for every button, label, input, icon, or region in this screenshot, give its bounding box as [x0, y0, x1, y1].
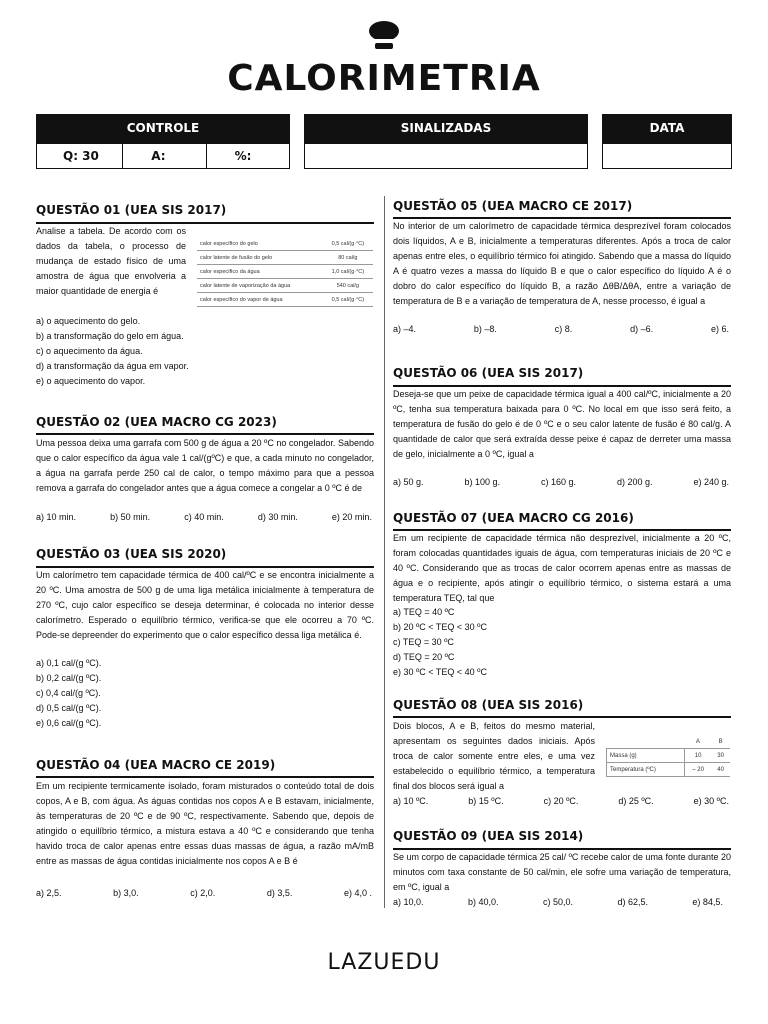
- question-09-title: QUESTÃO 09 (UEA SIS 2014): [393, 829, 584, 843]
- question-09-text: Se um corpo de capacidade térmica 25 cal/ ºC recebe calor de uma fonte durante 20 minutos com taxa constante de 50 cal/min, ele sofre uma variação de temperatura, em ºC, igual a: [393, 852, 731, 892]
- option[interactable]: c) 160 g.: [540, 477, 576, 487]
- option[interactable]: b) 20 ºC < TEQ < 30 ºC: [393, 622, 487, 632]
- question-08-text: Dois blocos, A e B, feitos do mesmo material, apresentam os seguintes dados iniciais. Após troca de calor somente entre eles, e uma vez estabelecido o equilíbrio térmico, a temperatura final dos blocos será igual a: [393, 721, 595, 791]
- option[interactable]: c) o aquecimento da água.: [36, 346, 143, 356]
- question-04-text: Em um recipiente termicamente isolado, foram misturados o conteúdo total de dois copos, A e B, com água. As águas contidas nos copos A e B estavam, inicialmente, às temperaturas de 20 ºC e de 90 ºC, respectivamente. Sabendo que, depois de atingido o equilíbrio térmico, a mistura estava a 40 ºC e considerando que tenha havido troca de calor apenas entre essas duas massas de água, a razão mA/mB entre as massas de água contidas inicialmente nos copos A e B é: [36, 781, 374, 866]
- option[interactable]: e) 20 min.: [331, 512, 372, 522]
- date-box: [602, 114, 732, 171]
- question-06-title: QUESTÃO 06 (UEA SIS 2017): [393, 366, 584, 380]
- option[interactable]: b) a transformação do gelo em água.: [36, 331, 184, 341]
- option[interactable]: d) 30 min.: [257, 512, 298, 522]
- option[interactable]: a) 0,1 cal/(g ºC).: [36, 658, 102, 668]
- question-01-title: QUESTÃO 01 (UEA SIS 2017): [36, 203, 227, 217]
- question-05-options: [393, 322, 729, 337]
- option[interactable]: e) 6.: [710, 324, 729, 334]
- option[interactable]: c) TEQ = 30 ºC: [393, 637, 454, 647]
- question-03-options: [36, 656, 366, 731]
- graduation-cap-icon: [367, 20, 401, 50]
- option[interactable]: c) 40 min.: [184, 512, 224, 522]
- option[interactable]: d) 25 ºC.: [618, 796, 654, 806]
- option[interactable]: b) 0,2 cal/(g ºC).: [36, 673, 102, 683]
- option[interactable]: d) 3,5.: [266, 888, 293, 898]
- question-07-title: QUESTÃO 07 (UEA MACRO CG 2016): [393, 511, 634, 525]
- option[interactable]: a) o aquecimento do gelo.: [36, 316, 141, 326]
- option[interactable]: e) o aquecimento do vapor.: [36, 376, 146, 386]
- column-divider: [384, 196, 385, 908]
- option[interactable]: c) 50,0.: [542, 897, 573, 907]
- flagged-header: SINALIZADAS: [304, 114, 588, 143]
- question-08-title: QUESTÃO 08 (UEA SIS 2016): [393, 698, 584, 712]
- option[interactable]: a) 10 min.: [36, 512, 77, 522]
- option[interactable]: a) TEQ = 40 ºC: [393, 607, 455, 617]
- percent-field[interactable]: %:: [206, 144, 289, 168]
- option[interactable]: a) –4.: [393, 324, 417, 334]
- answer-field[interactable]: A:: [122, 144, 205, 168]
- question-04-rule: [36, 776, 374, 778]
- question-05-text: No interior de um calorímetro de capacidade térmica desprezível foram colocados dois líquidos, A e B, inicialmente a temperaturas diferentes. Após a troca de calor apenas entre eles, o equilíbrio térmico foi atingido. Sabendo que a massa do líquido A é quatro vezes a massa do líquido B e que o calor específico do líquido A é o dobro do calor específico do líquido B, a razão ΔθB/ΔθA, entre a variação de temperatura de B e a variação de temperatura de A, nesse processo, é igual a: [393, 221, 731, 306]
- question-count: Q: 30: [63, 149, 99, 163]
- question-03-text: Um calorímetro tem capacidade térmica de 400 cal/ºC e se encontra inicialmente a 20 ºC. Uma amostra de 500 g de uma liga metálica inicialmente à temperatura de 270 ºC, cujo calor específico se deseja determinar, é colocada no interior desse calorímetro. Esperado o equilíbrio térmico, verifica-se que ele ocorreu a 70 ºC. Pode-se depreender do experimento que o calor específico dessa liga metálica é.: [36, 570, 374, 640]
- question-01-table: calor específico do gelo 0,5 cal/(g·°C) calor latente de fusão do gelo 80 cal/g calor específico da água 1,0 cal/(g·°C) calor latente de vaporização da água 540 cal/g calor específico do vapor de água 0,5 cal/(g·°C): [197, 237, 373, 307]
- question-09-options: [393, 895, 723, 910]
- page-title: CALORIMETRIA: [227, 58, 541, 99]
- option[interactable]: b) 50 min.: [110, 512, 151, 522]
- option[interactable]: e) 0,6 cal/(g ºC).: [36, 718, 102, 728]
- question-08-table: A B Massa (g) 10 30 Temperatura (ºC) – 20 40: [606, 735, 730, 777]
- option[interactable]: e) 240 g.: [693, 477, 729, 487]
- flagged-field[interactable]: [304, 143, 588, 169]
- question-02-text: Uma pessoa deixa uma garrafa com 500 g de água a 20 ºC no congelador. Sabendo que o calor específico da água vale 1 cal/(gºC) e que, a cada minuto no congelador, a água na garrafa perde 250 cal de calor, o tempo máximo para que a pessoa remova a garrafa do congelador antes que a água comece a congelar a 0 ºC é de: [36, 438, 374, 493]
- question-02-rule: [36, 433, 374, 435]
- option[interactable]: b) 100 g.: [464, 477, 501, 487]
- question-08-rule: [393, 716, 731, 718]
- date-header: DATA: [602, 114, 732, 143]
- option[interactable]: d) 0,5 cal/(g ºC).: [36, 703, 102, 713]
- question-07-options: [393, 605, 723, 680]
- option[interactable]: e) 30 ºC < TEQ < 40 ºC: [393, 667, 487, 677]
- question-04-options: [36, 886, 372, 901]
- question-02-title: QUESTÃO 02 (UEA MACRO CG 2023): [36, 415, 277, 429]
- option[interactable]: b) 40,0.: [467, 897, 499, 907]
- question-04-title: QUESTÃO 04 (UEA MACRO CE 2019): [36, 758, 276, 772]
- option[interactable]: d) 200 g.: [616, 477, 653, 487]
- option[interactable]: a) 2,5.: [36, 888, 62, 898]
- question-02-options: [36, 510, 372, 525]
- date-field[interactable]: [602, 143, 732, 169]
- option[interactable]: a) 10,0.: [393, 897, 424, 907]
- option[interactable]: c) 2,0.: [190, 888, 216, 898]
- option[interactable]: a) 50 g.: [393, 477, 424, 487]
- flagged-box: [304, 114, 588, 171]
- option[interactable]: e) 30 ºC.: [693, 796, 729, 806]
- option[interactable]: e) 4,0 .: [343, 888, 372, 898]
- question-08-options: [393, 794, 729, 809]
- option[interactable]: d) 62,5.: [617, 897, 648, 907]
- control-box: [36, 114, 290, 171]
- question-06-text: Deseja-se que um peixe de capacidade térmica igual a 400 cal/ºC, inicialmente a 20 ºC, tenha sua temperatura baixada para 0 ºC. No local em que isso será feito, a temperatura de fusão do gelo é de 0 ºC e o seu calor latente de fusão é 80 cal/g. A quantidade de calor que será extraída desse peixe é capaz de derreter uma massa de gelo, inicialmente a 0 ºC, igual a: [393, 389, 731, 459]
- question-03-title: QUESTÃO 03 (UEA SIS 2020): [36, 547, 227, 561]
- control-header: CONTROLE: [36, 114, 290, 143]
- option[interactable]: c) 8.: [554, 324, 573, 334]
- option[interactable]: e) 84,5.: [692, 897, 723, 907]
- option[interactable]: c) 0,4 cal/(g ºC).: [36, 688, 101, 698]
- question-01-options: [36, 314, 366, 389]
- option[interactable]: b) –8.: [473, 324, 497, 334]
- option[interactable]: d) TEQ = 20 ºC: [393, 652, 455, 662]
- brand-logo: LAZUEDU: [327, 950, 441, 975]
- option[interactable]: d) a transformação da água em vapor.: [36, 361, 189, 371]
- option[interactable]: b) 15 ºC.: [468, 796, 504, 806]
- question-07-text: Em um recipiente de capacidade térmica não desprezível, inicialmente a 20 ºC, foram colocadas quantidades iguais de água, com temperaturas iniciais de 20 ºC e 40 ºC. Considerando que as trocas de calor ocorrem apenas entre as massas de água e o recipiente, após atingir o equilíbrio térmico, o sistema estará a uma temperatura TEQ, tal que: [393, 533, 731, 603]
- option[interactable]: b) 3,0.: [113, 888, 139, 898]
- option[interactable]: c) 20 ºC.: [543, 796, 579, 806]
- question-01-text: Analise a tabela. De acordo com os dados da tabela, o processo de mudança de estado físico de uma amostra de água que envolveria a maior quantidade de energia é: [36, 226, 186, 296]
- option[interactable]: a) 10 ºC.: [393, 796, 429, 806]
- option[interactable]: d) –6.: [630, 324, 654, 334]
- question-06-options: [393, 475, 729, 490]
- question-05-title: QUESTÃO 05 (UEA MACRO CE 2017): [393, 199, 633, 213]
